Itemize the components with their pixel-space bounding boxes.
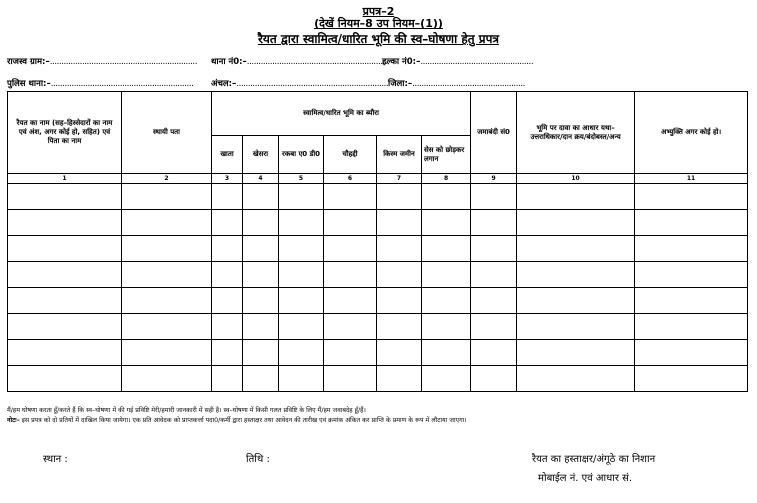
table-cell[interactable] xyxy=(324,314,377,340)
column-number: 4 xyxy=(243,174,279,184)
header-land-details: स्वामित्व/धारित भूमि का ब्यौरा xyxy=(212,92,471,136)
table-row xyxy=(8,340,748,366)
table-cell[interactable] xyxy=(324,236,377,262)
table-cell[interactable] xyxy=(377,262,422,288)
table-row xyxy=(8,366,748,392)
thana-no-field[interactable]: थाना नं0:–............................................................. xyxy=(211,57,388,67)
note-label: नोटः– xyxy=(7,417,20,424)
rule-reference: (देखें नियम–8 उप नियम–(1)) xyxy=(314,17,443,30)
column-number: 1 xyxy=(8,174,122,184)
date-label: तिथि : xyxy=(246,454,270,465)
table-cell[interactable] xyxy=(212,184,243,210)
table-cell[interactable] xyxy=(243,210,279,236)
table-cell[interactable] xyxy=(377,210,422,236)
table-cell[interactable] xyxy=(279,236,324,262)
table-cell[interactable] xyxy=(471,210,517,236)
table-cell[interactable] xyxy=(122,314,212,340)
table-cell[interactable] xyxy=(324,210,377,236)
table-cell[interactable] xyxy=(122,210,212,236)
table-cell[interactable] xyxy=(422,340,471,366)
header-khata: खाता xyxy=(212,136,243,174)
table-cell[interactable] xyxy=(377,236,422,262)
column-number: 6 xyxy=(324,174,377,184)
table-row xyxy=(8,184,748,210)
table-cell[interactable] xyxy=(122,288,212,314)
header-khesra: खेसरा xyxy=(243,136,279,174)
table-row xyxy=(8,210,748,236)
header-kisim-jamin: किस्म जमीन xyxy=(377,136,422,174)
table-cell[interactable] xyxy=(243,236,279,262)
table-cell[interactable] xyxy=(471,288,517,314)
anchal-field[interactable]: अंचल:–.................................................................. xyxy=(211,79,389,89)
table-cell[interactable] xyxy=(279,314,324,340)
table-cell[interactable] xyxy=(635,236,748,262)
table-cell[interactable] xyxy=(377,288,422,314)
table-cell[interactable] xyxy=(212,340,243,366)
table-cell[interactable] xyxy=(422,262,471,288)
table-row xyxy=(8,262,748,288)
table-cell[interactable] xyxy=(8,288,122,314)
table-cell[interactable] xyxy=(471,366,517,392)
column-number: 10 xyxy=(517,174,635,184)
revenue-village-field[interactable]: राजस्व ग्राम:–................................................................ xyxy=(7,57,198,67)
mobile-aadhaar-label: मोबाईल नं. एवं आधार सं. xyxy=(538,473,633,484)
header-claim-basis: भूमि पर दावा का आधार यथा–उत्तराधिकार/दान क्रय/बंदोबस्त/अन्य xyxy=(517,92,635,174)
table-cell[interactable] xyxy=(279,340,324,366)
declaration-text: मैं/हम घोषणा करता हूँ/करते हैं कि स्व–घोषणा में की गई प्रविष्टि मेरी/हमारी जानकारी में सही है। स्व–घोषणा में किसी गलत प्रविष्टि के लिए मैं/हम जवाबदेह हूँ/हैं। xyxy=(7,407,366,414)
anchal-label: अंचल:– xyxy=(211,79,237,89)
table-cell[interactable] xyxy=(471,314,517,340)
table-cell[interactable] xyxy=(8,262,122,288)
table-cell[interactable] xyxy=(122,340,212,366)
table-cell[interactable] xyxy=(471,262,517,288)
table-row xyxy=(8,236,748,262)
table-cell[interactable] xyxy=(122,184,212,210)
table-cell[interactable] xyxy=(212,210,243,236)
table-cell[interactable] xyxy=(517,210,635,236)
table-cell[interactable] xyxy=(517,340,635,366)
header-chauhaddi: चौहद्दी xyxy=(324,136,377,174)
column-number: 11 xyxy=(635,174,748,184)
column-number: 9 xyxy=(471,174,517,184)
table-cell[interactable] xyxy=(8,314,122,340)
table-cell[interactable] xyxy=(377,340,422,366)
table-cell[interactable] xyxy=(517,184,635,210)
table-cell[interactable] xyxy=(8,366,122,392)
table-cell[interactable] xyxy=(279,366,324,392)
table-cell[interactable] xyxy=(635,210,748,236)
note-line xyxy=(7,415,467,424)
table-row xyxy=(8,288,748,314)
signature-label: रैयत का हस्ताक्षर/अंगूठे का निशान xyxy=(532,454,656,465)
table-cell[interactable] xyxy=(243,262,279,288)
table-cell[interactable] xyxy=(243,366,279,392)
table-cell[interactable] xyxy=(422,184,471,210)
table-cell[interactable] xyxy=(324,184,377,210)
header-rakba: रकबा ए0 डी0 xyxy=(279,136,324,174)
table-cell[interactable] xyxy=(212,314,243,340)
table-cell[interactable] xyxy=(635,314,748,340)
police-station-label: पुलिस थाना:– xyxy=(7,79,51,89)
halka-no-field[interactable]: हल्का नं0:–................................................. xyxy=(382,57,534,67)
table-cell[interactable] xyxy=(243,184,279,210)
table-cell[interactable] xyxy=(471,340,517,366)
table-cell[interactable] xyxy=(324,288,377,314)
district-field[interactable]: जिला:–................................................. xyxy=(388,79,525,89)
district-label: जिला:– xyxy=(388,79,413,89)
column-number: 8 xyxy=(422,174,471,184)
note-text: इस प्रपत्र को दो प्रतियों में दाखिल किया जायेगा। एक प्रति आवेदक को प्राप्तकर्त्ता पदा0/कर्मी द्वारा हस्ताक्षर तथा आवेदन की तारीख एवं क्रमांक अंकित कर प्राप्ति के प्रमाण के रूप में लौटाया जाएगा। xyxy=(21,417,467,424)
halka-no-label: हल्का नं0:– xyxy=(382,57,421,67)
table-cell[interactable] xyxy=(8,236,122,262)
table-cell[interactable] xyxy=(517,262,635,288)
table-cell[interactable] xyxy=(243,288,279,314)
place-label: स्थान : xyxy=(43,454,68,465)
header-remarks: अभ्युक्ति अगर कोई हो। xyxy=(635,92,748,174)
table-cell[interactable] xyxy=(8,340,122,366)
table-cell[interactable] xyxy=(377,314,422,340)
table-cell[interactable] xyxy=(517,314,635,340)
table-cell[interactable] xyxy=(517,366,635,392)
table-cell[interactable] xyxy=(122,366,212,392)
table-cell[interactable] xyxy=(122,236,212,262)
table-cell[interactable] xyxy=(635,262,748,288)
table-cell[interactable] xyxy=(212,262,243,288)
table-cell[interactable] xyxy=(422,210,471,236)
table-cell[interactable] xyxy=(471,184,517,210)
table-cell[interactable] xyxy=(279,184,324,210)
table-cell[interactable] xyxy=(122,262,212,288)
form-number: प्रपत्र–2 xyxy=(362,5,395,18)
table-cell[interactable] xyxy=(243,314,279,340)
table-cell[interactable] xyxy=(635,184,748,210)
table-cell[interactable] xyxy=(324,340,377,366)
table-row xyxy=(8,314,748,340)
table-cell[interactable] xyxy=(279,288,324,314)
table-cell[interactable] xyxy=(635,366,748,392)
table-cell[interactable] xyxy=(212,366,243,392)
land-declaration-table xyxy=(7,91,748,392)
table-cell[interactable] xyxy=(517,288,635,314)
form-title: रैयत द्वारा स्वामित्व/धारित भूमि की स्व–घोषणा हेतु प्रपत्र xyxy=(257,32,500,46)
table-cell[interactable] xyxy=(635,340,748,366)
table-cell[interactable] xyxy=(422,366,471,392)
table-cell[interactable] xyxy=(279,210,324,236)
revenue-village-label: राजस्व ग्राम:– xyxy=(7,57,50,67)
column-number: 2 xyxy=(122,174,212,184)
table-cell[interactable] xyxy=(377,366,422,392)
table-cell[interactable] xyxy=(422,314,471,340)
table-cell[interactable] xyxy=(377,184,422,210)
table-cell[interactable] xyxy=(279,262,324,288)
column-number: 5 xyxy=(279,174,324,184)
table-cell[interactable] xyxy=(212,236,243,262)
table-cell[interactable] xyxy=(243,340,279,366)
column-number: 7 xyxy=(377,174,422,184)
table-cell[interactable] xyxy=(422,288,471,314)
header-permanent-address: स्थायी पता xyxy=(122,92,212,174)
police-station-field[interactable]: पुलिस थाना:–.............................................................. xyxy=(7,79,194,89)
table-cell[interactable] xyxy=(8,210,122,236)
table-cell[interactable] xyxy=(635,288,748,314)
table-cell[interactable] xyxy=(324,262,377,288)
header-raiyat-name: रैयत का नाम (सह–हिस्सेदारों का नाम एवं अंश, अगर कोई हो, सहित) एवं पिता का नाम xyxy=(8,92,122,174)
column-number: 3 xyxy=(212,174,243,184)
table-cell[interactable] xyxy=(8,184,122,210)
header-cess-lagan: सेस को छोड़कर लगान xyxy=(422,136,471,174)
thana-no-label: थाना नं0:– xyxy=(211,57,247,67)
table-cell[interactable] xyxy=(422,236,471,262)
header-jamabandi: जमाबंदी सं0 xyxy=(471,92,517,174)
table-cell[interactable] xyxy=(517,236,635,262)
table-cell[interactable] xyxy=(212,288,243,314)
table-cell[interactable] xyxy=(324,366,377,392)
table-cell[interactable] xyxy=(471,236,517,262)
